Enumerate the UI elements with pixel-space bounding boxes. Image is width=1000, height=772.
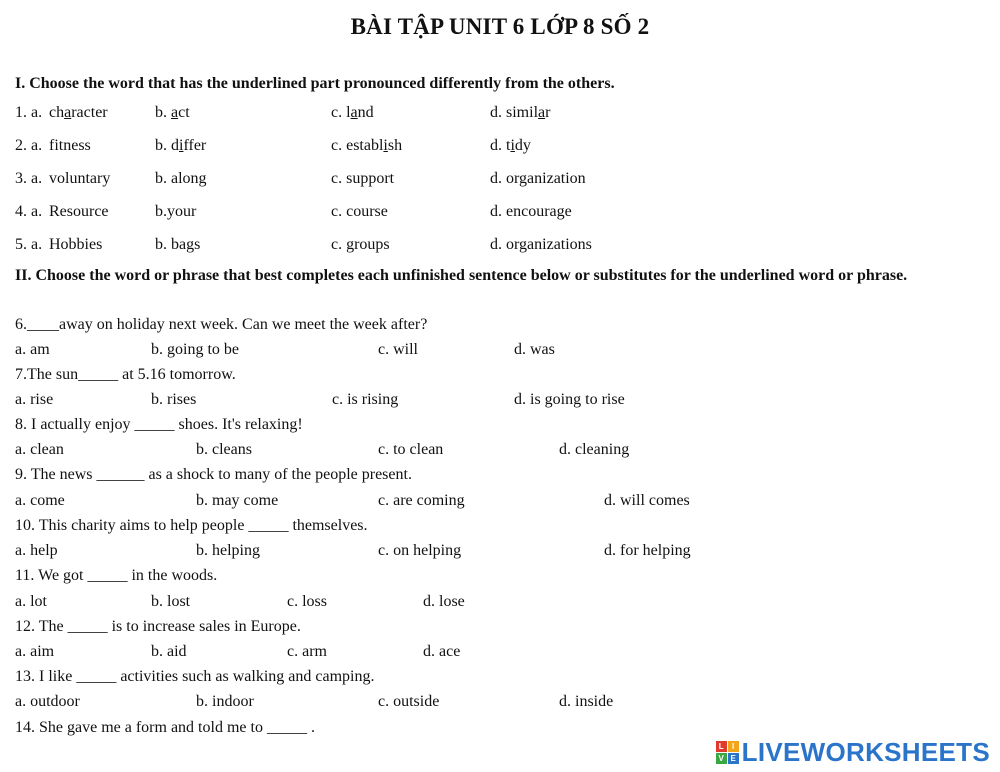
q3-option-d: d. organization (490, 170, 586, 187)
q3-number: 3. a. (15, 170, 43, 187)
q6-option-a: a. am (15, 341, 50, 358)
q12-option-b: b. aid (151, 643, 187, 660)
q3-option-c: c. support (331, 170, 395, 187)
q12-text: 12. The _____ is to increase sales in Europe. (15, 618, 301, 635)
q6-option-b: b. going to be (151, 341, 239, 358)
q6-option-c: c. will (378, 341, 418, 358)
q6-text: 6.____away on holiday next week. Can we meet the week after? (15, 316, 428, 333)
q4-number: 4. a. (15, 203, 43, 220)
q2-option-b: b. differ (155, 137, 207, 154)
q9-option-b: b. may come (196, 492, 279, 509)
q10-option-d: d. for helping (604, 542, 691, 559)
q2-option-d: d. tidy (490, 137, 531, 154)
q13-option-d: d. inside (559, 693, 614, 710)
q7-text: 7.The sun_____ at 5.16 tomorrow. (15, 366, 236, 383)
q7-option-b: b. rises (151, 391, 197, 408)
q9-option-a: a. come (15, 492, 65, 509)
q13-text: 13. I like _____ activities such as walking and camping. (15, 668, 375, 685)
q5-option-c: c. groups (331, 236, 390, 253)
q1-option-d: d. similar (490, 104, 551, 121)
q13-option-c: c. outside (378, 693, 440, 710)
q4-option-a: Resource (49, 203, 109, 220)
q10-option-b: b. helping (196, 542, 260, 559)
q8-option-b: b. cleans (196, 441, 252, 458)
q8-text: 8. I actually enjoy _____ shoes. It's relaxing! (15, 416, 303, 433)
q11-option-c: c. loss (287, 593, 327, 610)
q3-option-b: b. along (155, 170, 207, 187)
logo-mark-icon: L I V E (716, 741, 739, 764)
q14-text: 14. She gave me a form and told me to _____ . (15, 719, 315, 736)
q12-option-a: a. aim (15, 643, 55, 660)
q1-number: 1. a. (15, 104, 43, 121)
section2-heading: II. Choose the word or phrase that best completes each unfinished sentence below or substitutes for the underlined word or phrase. (15, 267, 908, 284)
q2-option-a: fitness (49, 137, 91, 154)
q5-option-a: Hobbies (49, 236, 103, 253)
q11-text: 11. We got _____ in the woods. (15, 567, 218, 584)
worksheet-title: BÀI TẬP UNIT 6 LỚP 8 SỐ 2 (350, 14, 650, 39)
q9-option-d: d. will comes (604, 492, 690, 509)
liveworksheets-logo[interactable] (716, 736, 990, 768)
q4-option-d: d. encourage (490, 203, 572, 220)
q4-option-b: b.your (155, 203, 197, 220)
q10-text: 10. This charity aims to help people _____ themselves. (15, 517, 368, 534)
q5-option-d: d. organizations (490, 236, 592, 253)
q10-option-c: c. on helping (378, 542, 462, 559)
q11-option-b: b. lost (151, 593, 191, 610)
q1-option-a: character (49, 104, 108, 121)
q9-option-c: c. are coming (378, 492, 465, 509)
q8-option-c: c. to clean (378, 441, 444, 458)
q5-option-b: b. bags (155, 236, 201, 253)
q1-option-c: c. land (331, 104, 374, 121)
q11-option-a: a. lot (15, 593, 47, 610)
q12-option-c: c. arm (287, 643, 327, 660)
q10-option-a: a. help (15, 542, 58, 559)
q6-option-d: d. was (514, 341, 555, 358)
q2-option-c: c. establish (331, 137, 403, 154)
q12-option-d: d. ace (423, 643, 461, 660)
q11-option-d: d. lose (423, 593, 465, 610)
q5-number: 5. a. (15, 236, 43, 253)
q7-option-a: a. rise (15, 391, 54, 408)
q13-option-b: b. indoor (196, 693, 254, 710)
q9-text: 9. The news ______ as a shock to many of the people present. (15, 466, 412, 483)
q13-option-a: a. outdoor (15, 693, 80, 710)
section1-heading: I. Choose the word that has the underlined part pronounced differently from the others. (15, 75, 615, 92)
q4-option-c: c. course (331, 203, 388, 220)
q7-option-c: c. is rising (332, 391, 399, 408)
q8-option-a: a. clean (15, 441, 64, 458)
q7-option-d: d. is going to rise (514, 391, 625, 408)
logo-text: LIVEWORKSHEETS (741, 736, 990, 767)
q3-option-a: voluntary (49, 170, 111, 187)
q8-option-d: d. cleaning (559, 441, 630, 458)
q2-number: 2. a. (15, 137, 43, 154)
q1-option-b: b. act (155, 104, 190, 121)
